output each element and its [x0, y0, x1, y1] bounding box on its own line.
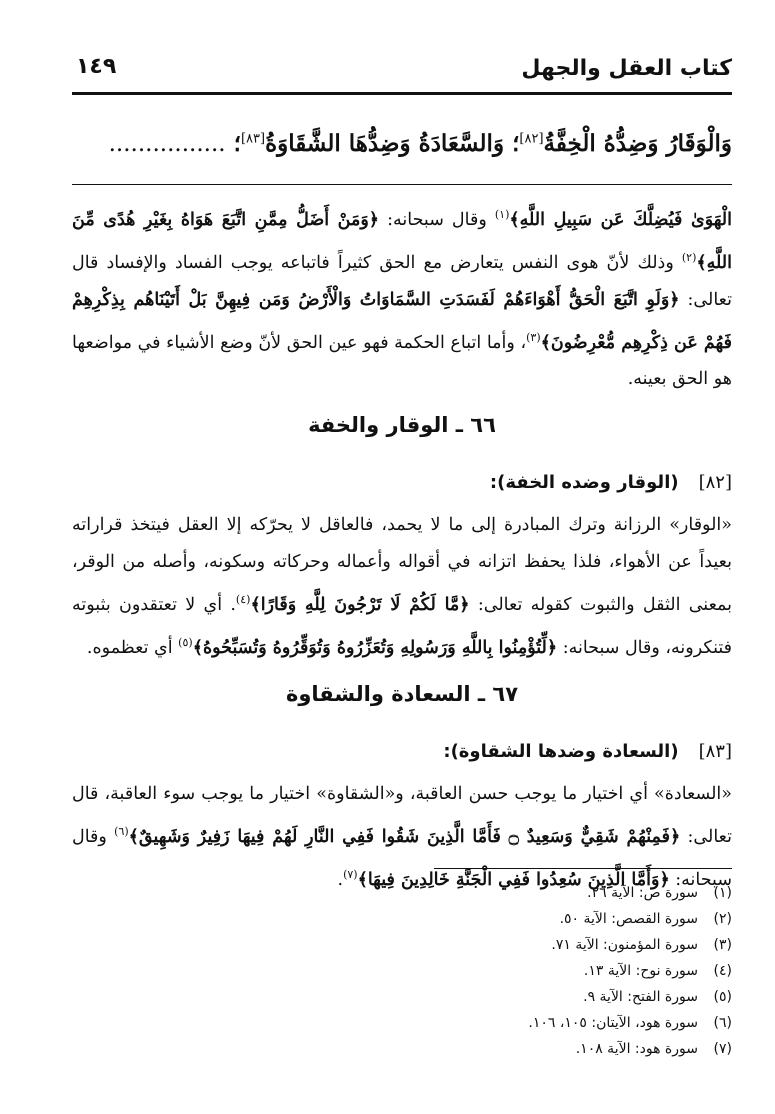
quran-quote: ﴿فَمِنْهُمْ شَقِيٌّ وَسَعِيدٌ ۝ فَأَمَّا الَّذِينَ شَقُوا فَفِي النَّارِ لَهُمْ فِيهَا زَفِيرٌ وَشَهِيقٌ﴾ [128, 826, 681, 847]
entry-title: (السعادة وضدها الشقاوة): [443, 741, 679, 763]
footnote-ref-6: (٦) [114, 825, 129, 839]
footnote-ref-2: (٢) [681, 250, 697, 264]
quran-quote: ﴿وَأَمَّا الَّذِينَ سُعِدُوا فَفِي الْجَنَّةِ خَالِدِينَ فِيهَا﴾ [357, 869, 670, 890]
footnote-ref-7: (٧) [343, 867, 358, 881]
footnote-item [332, 1036, 732, 1062]
footnote-text: سورة المؤمنون: الآية ٧١. [551, 937, 698, 953]
footnote-number: (٣) [713, 937, 732, 953]
entry-text: . [337, 869, 344, 890]
intro-text: وذلك لأنّ هوى النفس يتعارض مع الحق كثيراً فاتباعه يوجب الفساد والإفساد قال تعالى: [72, 252, 732, 310]
commentary-body [72, 196, 732, 899]
footnote-text: سورة هود: الآية ١٠٨. [575, 1041, 698, 1057]
verse-text-2: ؛ وَالسَّعَادَةُ وَضِدُّهَا الشَّقَاوَةُ [265, 130, 520, 157]
entry-text: «الوقار» الرزانة وترك المبادرة إلى ما لا يحمد، فالعاقل لا يحرّكه إلا العقل فيتخذ قراراته بعيداً عن الأهواء، فلذا يحفظ اتزانه في أقواله وأعماله وحركاته وسكونه، وأصله من الوقر، بمعنى الثقل والثبوت كقوله تعالى: [72, 515, 733, 616]
verse-dots: ................ [108, 131, 226, 157]
verse-ref-82: [٨٢] [519, 131, 544, 147]
intro-text: ، وأما اتباع الحكمة فهو عين الحق لأنّ وضع الأشياء في مواضعها هو الحق بعينه. [72, 332, 732, 390]
footnote-ref-4: (٤) [235, 593, 251, 607]
footnote-item [332, 932, 732, 958]
entry-text: «السعادة» أي اختيار ما يوجب حسن العاقبة، و«الشقاوة» اختيار ما يوجب سوء العاقبة، قال تعالى: [72, 784, 732, 847]
footnote-number: (١) [713, 885, 732, 901]
footnote-ref-3: (٣) [526, 330, 541, 344]
quran-quote: ﴿وَمَنْ أَضَلُّ مِمَّنِ اتَّبَعَ هَوَاهُ بِغَيْرِ هُدًى مِّنَ اللَّهِ﴾ [72, 209, 732, 273]
quran-quote: الْهَوَىٰ فَيُضِلَّكَ عَن سَبِيلِ اللَّهِ﴾ [509, 209, 732, 230]
book-page [72, 38, 732, 1098]
footnote-item [332, 984, 732, 1010]
verse-line [72, 130, 732, 157]
entry-text: وقال سبحانه: [72, 826, 732, 890]
book-title: كتاب العقل والجهل [521, 56, 732, 81]
quran-quote: ﴿وَلَوِ اتَّبَعَ الْحَقُّ أَهْوَاءَهُمْ لَفَسَدَتِ السَّمَاوَاتُ وَالْأَرْضُ وَمَن فِيهِنَّ بَلْ أَتَيْنَاهُم بِذِكْرِهِمْ فَهُمْ عَن ذِكْرِهِم مُّعْرِضُونَ﴾ [72, 289, 732, 353]
entry-heading-82 [72, 464, 732, 501]
footnote-number: (٢) [713, 911, 732, 927]
footnote-number: (٤) [713, 963, 732, 979]
footnotes [332, 880, 732, 1062]
footnote-item [332, 906, 732, 932]
footnote-number: (٥) [713, 989, 732, 1005]
footnote-item [332, 880, 732, 906]
footnote-ref-5: (٥) [178, 636, 193, 650]
footnote-number: (٦) [713, 1015, 732, 1031]
intro-paragraph [72, 196, 732, 398]
entry-text: أي تعظموه. [86, 638, 179, 659]
footnote-text: سورة نوح: الآية ١٣. [583, 963, 698, 979]
verse-rule [72, 184, 732, 185]
footnote-text: سورة الفتح: الآية ٩. [583, 989, 698, 1005]
section-title-66: ٦٦ ـ الوقار والخفة [308, 413, 496, 438]
footnote-item [332, 958, 732, 984]
entry-heading-83 [72, 733, 732, 770]
verse-text-3: ؛ [233, 130, 241, 157]
quran-quote: ﴿لِّتُؤْمِنُوا بِاللَّهِ وَرَسُولِهِ وَتُعَزِّرُوهُ وَتُوَقِّرُوهُ وَتُسَبِّحُوهُ﴾ [192, 638, 558, 659]
verse-ref-83: [٨٣] [240, 131, 266, 147]
entry-title: (الوقار وضده الخفة): [489, 472, 679, 494]
quran-quote: ﴿مَّا لَكُمْ لَا تَرْجُونَ لِلَّهِ وَقَارًا﴾ [250, 595, 470, 616]
section-title-67: ٦٧ ـ السعادة والشقاوة [285, 682, 519, 707]
entry-paragraph-82 [72, 507, 732, 667]
footnote-rule [434, 868, 732, 869]
footnote-number: (٧) [713, 1041, 732, 1057]
running-header [72, 52, 732, 92]
verse-text-1: وَالْوَقَارُ وَضِدُّهُ الْخِفَّةُ [543, 130, 732, 157]
footnote-text: سورة هود، الآيتان: ١٠٥، ١٠٦. [528, 1015, 698, 1031]
entry-text: . أي لا تعتقدون بثبوته فتنكرونه، وقال سبحانه: [72, 595, 732, 659]
entry-number: [٨٣] [698, 741, 732, 763]
entry-number: [٨٢] [698, 472, 732, 494]
page-number: ١٤٩ [76, 54, 117, 79]
header-rule [72, 92, 732, 95]
footnote-item [332, 1010, 732, 1036]
footnote-text: سورة ص: الآية ٢٦. [587, 885, 698, 901]
footnote-ref-1: (١) [494, 208, 510, 221]
footnote-text: سورة القصص: الآية ٥٠. [559, 911, 698, 927]
intro-text: وقال سبحانه: [379, 209, 495, 230]
